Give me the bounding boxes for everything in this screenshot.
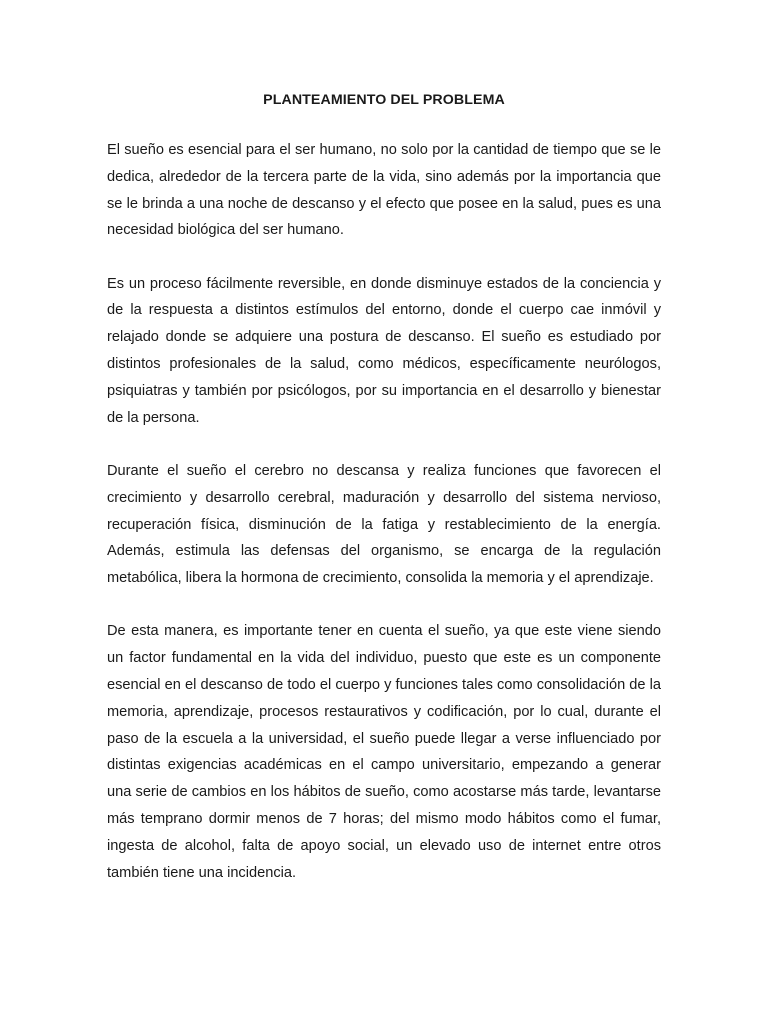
paragraph-3: Durante el sueño el cerebro no descansa y realiza funciones que favorecen el crecimiento y desarrollo cerebral, maduración y desarrollo del sistema nervioso, recuperación física, disminución de la fatiga y restablecimiento de la energía. Además, estimula las defensas del organismo, se encarga de la regulación metabólica, libera la hormona de crecimiento, consolida la memoria y el aprendizaje. (107, 462, 661, 587)
paragraph-2: Es un proceso fácilmente reversible, en donde disminuye estados de la conciencia y de la respuesta a distintos estímulos del entorno, donde el cuerpo cae inmóvil y relajado donde se adquiere una postura de descanso. El sueño es estudiado por distintos profesionales de la salud, como médicos, específicamente neurólogos, psiquiatras y también por psicólogos, por su importancia en el desarrollo y bienestar de la persona. (107, 275, 661, 426)
paragraph-1: El sueño es esencial para el ser humano, no solo por la cantidad de tiempo que se le dedica, alrededor de la tercera parte de la vida, sino además por la importancia que se le brinda a una noche de descanso y el efecto que posee en la salud, pues es una necesidad biológica del ser humano. (107, 142, 661, 239)
paragraph-4: De esta manera, es importante tener en cuenta el sueño, ya que este viene siendo un factor fundamental en la vida del individuo, puesto que este es un componente esencial en el descanso de todo el cuerpo y funciones tales como consolidación de la memoria, aprendizaje, procesos restaurativos y codificación, por lo cual, durante el paso de la escuela a la universidad, el sueño puede llegar a verse influenciado por distintas exigencias académicas en el campo universitario, empezando a generar una serie de cambios en los hábitos de sueño, como acostarse más tarde, levantarse más temprano dormir menos de 7 horas; del mismo modo hábitos como el fumar, ingesta de alcohol, falta de apoyo social, un elevado uso de internet entre otros también tiene una incidencia. (107, 623, 661, 881)
document-page (107, 89, 661, 913)
document-title: PLANTEAMIENTO DEL PROBLEMA (263, 92, 505, 108)
